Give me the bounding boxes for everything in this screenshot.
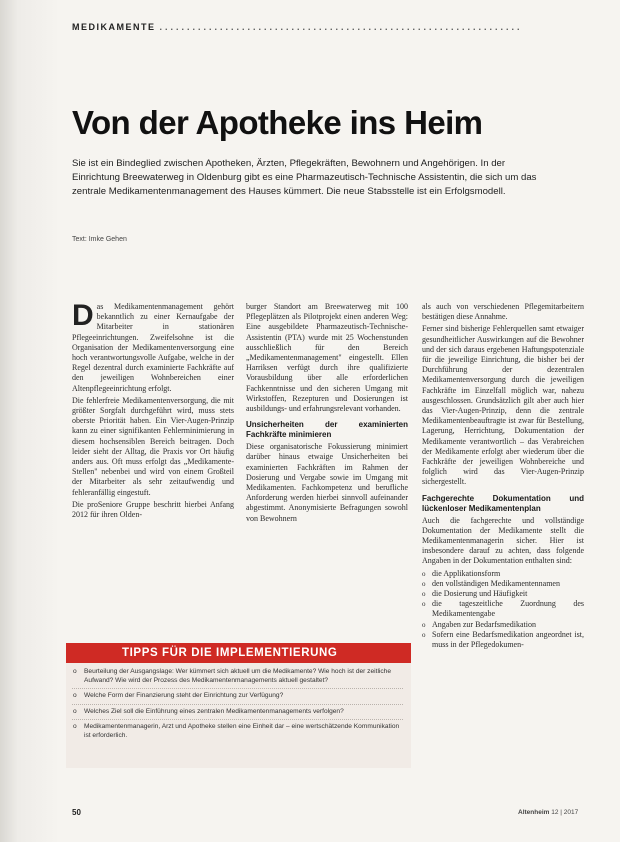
body-column-2 — [246, 302, 408, 526]
article-title: Von der Apotheke ins Heim — [72, 104, 483, 141]
paragraph: Diese organisatorische Fokussierung minimiert darüber hinaus etwaige Unsicherheiten bei examinierten Fachkräften im Rahmen der Dosierung und Vergabe sowie im Umgang mit Medikamenten. Fachkompetenz und berufliche Anforderung werden hierbei sinnvoll aufeinander abgestimmt. Anonymisierte Befragungen sowohl von Bewohnern — [246, 442, 408, 523]
body-column-1 — [72, 299, 234, 522]
tips-heading: TIPPS FÜR DIE IMPLEMENTIERUNG — [66, 643, 411, 663]
section-label — [72, 22, 592, 32]
byline: Text: Imke Gehen — [72, 236, 127, 243]
section-divider: .................................................................. — [159, 22, 523, 32]
paragraph: als auch von verschiedenen Pflegemitarbeitern bestätigen diese Annahme. — [422, 302, 584, 322]
tips-box — [66, 643, 411, 768]
paragraph: Die proSeniore Gruppe beschritt hierbei Anfang 2012 für ihren Olden- — [72, 499, 234, 520]
paragraph: Ferner sind bisherige Fehlerquellen samt etwaiger gesundheitlicher Auswirkungen auf die Bewohner und der sich daraus ergebenen Haftungspotenziale für die jeweilige Einrichtung, die bisher bei der Durchführung der dezentralen Medikamentenversorgung durch die jeweiligen Fachkräfte im Einzelfall möglich war, nahezu ausgeschlossen. Grundsätzlich gilt aber auch hier das Vier-Augen-Prinzip, denn die zentrale Medikamentenbeauftragte ist zwar für Bestellung, Lagerung, Herrichtung, Dokumentation der Medikamente verantwortlich – das Verabreichen der Medikamente erfolgt aber wiederum über die Fachkräfte der jeweiligen Wohnbereiche und folglich wird das Vier-Augen-Prinzip sichergestellt. — [422, 324, 584, 487]
paragraph: burger Standort am Breewaterweg mit 100 Pflegeplätzen als Pilotprojekt einen anderen Weg: Eine ausgebildete Pharmazeutisch-Technische-Assistentin (PTA) wurde mit 25 Wochenstunden ausschließlich für den Bereich „Medikamentenmanagement" eingestellt. Ellen Harriksen verfügt durch ihre qualifizierte Vorausbildung über alle erforderlichen Fachkenntnisse und den sicheren Umgang mit Wirkstoffen, Rezepturen und Dosierungen ist ausbildungs- und erfahrungsrelevant vorhanden. — [246, 302, 408, 414]
bullet-list — [422, 569, 584, 651]
section-name: MEDIKAMENTE — [72, 22, 156, 32]
tip-item: o Welches Ziel soll die Einführung eines zentralen Medikamentenmanagements verfolgen? — [72, 708, 403, 721]
list-item: o die tageszeitliche Zuordnung des Medikamentengabe — [422, 599, 584, 619]
tip-item: o Beurteilung der Ausgangslage: Wer kümmert sich aktuell um die Medikamente? Wie hoch ist der zeitliche Aufwand? Wie wird der Prozess des Medikamentenmanagements aktuell gestaltet? — [72, 668, 403, 689]
tip-item: o Welche Form der Finanzierung steht der Einrichtung zur Verfügung? — [72, 692, 403, 705]
list-item: o Angaben zur Bedarfsmedikation — [422, 620, 584, 630]
paragraph: Die fehlerfreie Medikamentenversorgung, die mit größter Sorgfalt durchgeführt wird, muss stets oberste Priorität haben. Ein Vier-Augen-Prinzip kann zu einer signifikanten Fehlerminimierung in diesem hochsensiblen Bereich beitragen. Doch leider sieht der Alltag, die Praxis vor Ort häufig anders aus. Oft muss erfolgt das „Medikamente-Stellen" nebenbei und wird von einem Großteil der Mitarbeiter als sehr zeitaufwendig und fehleranfällig eingestuft. — [72, 395, 234, 497]
magazine-footer — [518, 809, 578, 816]
list-item: o die Dosierung und Häufigkeit — [422, 589, 584, 599]
tip-item: o Medikamentenmanagerin, Arzt und Apotheke stellen eine Einheit dar – eine wertschätzende Kommunikation ist erforderlich. — [72, 723, 403, 743]
tips-list — [66, 663, 411, 744]
subheading: Fachgerechte Dokumentation und lückenloser Medikamentenplan — [422, 493, 584, 513]
list-item: o die Applikationsform — [422, 569, 584, 579]
paragraph — [72, 299, 234, 394]
paragraph-text: as Medikamentenmanagement gehört bekanntlich zu einer Kernaufgabe der Mitarbeiter in stationären Pflegeeinrichtungen. Zweifelsohne ist die Organisation der Medikamentenversorgung eine hoch verantwortungsvolle Aufgabe, welche in der Regel dezentral durch examinierte Fachkräfte auf den jeweiligen Wohnbereichen einer Altenpflegeeinrichtung erfolgt. — [72, 302, 234, 393]
issue-number: 12 | 2017 — [551, 809, 579, 816]
article-lead: Sie ist ein Bindeglied zwischen Apotheken, Ärzten, Pflegekräften, Bewohnern und Angehörigen. In der Einrichtung Breewaterweg in Oldenburg gibt es eine Pharmazeutisch-Technische Assistentin, die sich um das zentrale Medikamentenmanagement des Hauses kümmert. Die neue Stabsstelle ist ein Erfolgsmodell. — [72, 158, 537, 198]
subheading: Unsicherheiten der examinierten Fachkräfte minimieren — [246, 420, 408, 440]
magazine-name: Altenheim — [518, 809, 550, 816]
paragraph: Auch die fachgerechte und vollständige Dokumentation der Medikamente stellt die Medikamentenmanagerin sicher. Hier ist insbesondere darauf zu achten, dass folgende Angaben in der Dokumentation enthalten sind: — [422, 515, 584, 566]
page-number: 50 — [72, 808, 81, 817]
body-column-3 — [422, 302, 584, 650]
list-item: o den vollständigen Medikamentennamen — [422, 579, 584, 589]
list-item: o Sofern eine Bedarfsmedikation angeordnet ist, muss in der Pflegedokumen- — [422, 630, 584, 650]
drop-cap: D — [72, 299, 94, 332]
